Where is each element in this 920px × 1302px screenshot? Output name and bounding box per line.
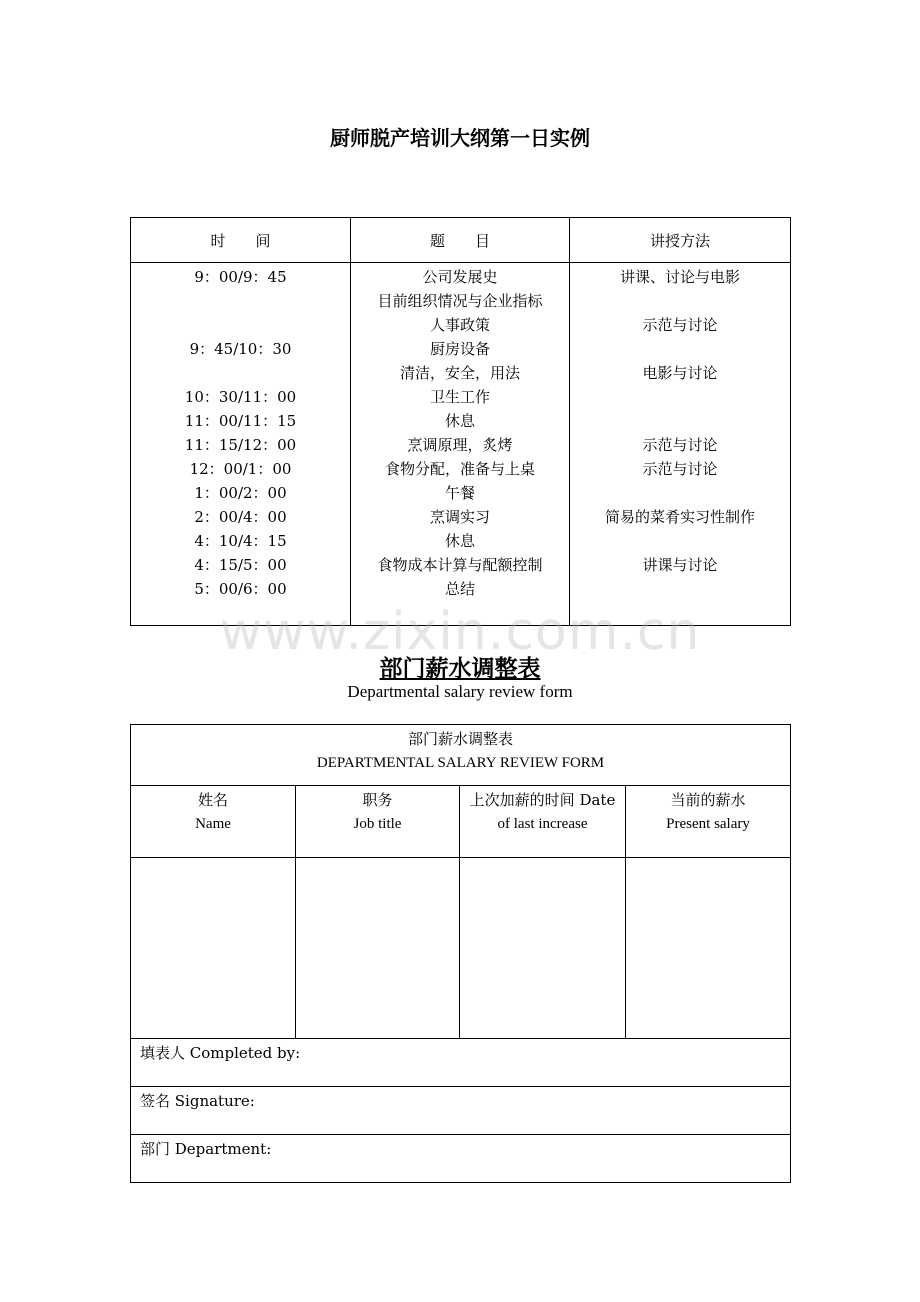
time-cell: 4：10/4：15 xyxy=(194,532,287,550)
column-header-cn: 姓名 xyxy=(197,791,228,809)
time-cell xyxy=(131,313,350,337)
training-body-row xyxy=(131,263,791,626)
time-cell: 9：00/9：45 xyxy=(194,268,287,286)
topic-cell: 食物分配，准备与上桌 xyxy=(384,460,535,478)
topic-cell: 休息 xyxy=(444,532,475,550)
column-header-en: of last increase xyxy=(497,816,588,832)
time-cell: 12：00/1：00 xyxy=(189,460,292,478)
completed-by-row xyxy=(131,1039,791,1087)
time-column xyxy=(131,263,351,626)
topic-cell: 总结 xyxy=(444,580,475,598)
column-header-row xyxy=(131,786,791,858)
department-field[interactable] xyxy=(131,1135,791,1183)
salary-subtitle: Departmental salary review form xyxy=(347,682,573,701)
salary-review-form xyxy=(130,724,791,1183)
form-title-row xyxy=(131,725,791,786)
name-entry-field[interactable] xyxy=(131,858,296,1039)
topic-cell: 卫生工作 xyxy=(429,388,490,406)
topic-cell: 人事政策 xyxy=(429,316,490,334)
method-cell xyxy=(570,337,790,361)
method-cell xyxy=(570,529,790,553)
topic-cell: 目前组织情况与企业指标 xyxy=(377,292,543,310)
column-header-cn: 职务 xyxy=(362,791,393,809)
method-cell: 电影与讨论 xyxy=(642,364,718,382)
salary-title: 部门薪水调整表 xyxy=(379,656,541,682)
column-header-name xyxy=(131,786,296,858)
time-cell: 4：15/5：00 xyxy=(194,556,287,574)
method-cell: 示范与讨论 xyxy=(642,460,718,478)
training-schedule-table xyxy=(130,217,791,626)
header-method: 讲授方法 xyxy=(570,218,791,263)
completed-by-field[interactable] xyxy=(131,1039,791,1087)
column-header-cn: 当前的薪水 xyxy=(670,791,746,809)
time-cell: 11：00/11：15 xyxy=(184,412,297,430)
job-title-entry-field[interactable] xyxy=(296,858,460,1039)
time-cell: 9：45/10：30 xyxy=(189,340,292,358)
method-cell xyxy=(570,289,790,313)
topic-cell: 公司发展史 xyxy=(422,268,498,286)
department-label: 部门 Department: xyxy=(140,1140,272,1158)
method-cell xyxy=(570,577,790,601)
time-cell: 10：30/11：00 xyxy=(184,388,297,406)
form-title-en: DEPARTMENTAL SALARY REVIEW FORM xyxy=(316,755,605,771)
method-cell: 示范与讨论 xyxy=(642,316,718,334)
training-title: 厨师脱产培训大纲第一日实例 xyxy=(330,126,590,150)
last-increase-entry-field[interactable] xyxy=(460,858,626,1039)
topic-cell: 烹调实习 xyxy=(429,508,490,526)
method-column xyxy=(570,263,791,626)
header-time: 时 间 xyxy=(131,218,351,263)
topic-cell: 烹调原理，炙烤 xyxy=(407,436,513,454)
method-cell xyxy=(570,481,790,505)
method-cell xyxy=(570,385,790,409)
column-header-en: Job title xyxy=(353,816,402,832)
column-header-job-title xyxy=(296,786,460,858)
entry-row xyxy=(131,858,791,1039)
form-title-cell xyxy=(131,725,791,786)
signature-field[interactable] xyxy=(131,1087,791,1135)
department-row xyxy=(131,1135,791,1183)
time-cell: 2：00/4：00 xyxy=(194,508,287,526)
column-header-en: Name xyxy=(195,816,231,832)
method-cell: 讲课与讨论 xyxy=(642,556,718,574)
form-title-cn: 部门薪水调整表 xyxy=(408,730,514,748)
topic-cell: 厨房设备 xyxy=(429,340,490,358)
column-header-last-increase xyxy=(460,786,626,858)
time-cell xyxy=(131,361,350,385)
column-header-present-salary xyxy=(626,786,791,858)
topic-cell: 休息 xyxy=(444,412,475,430)
method-cell: 讲课、讨论与电影 xyxy=(619,268,740,286)
signature-row xyxy=(131,1087,791,1135)
header-topic: 题 目 xyxy=(351,218,570,263)
time-cell: 11：15/12：00 xyxy=(184,436,297,454)
topic-column xyxy=(351,263,570,626)
method-cell: 简易的菜肴实习性制作 xyxy=(604,508,755,526)
time-cell: 1：00/2：00 xyxy=(194,484,287,502)
training-header-row xyxy=(131,218,791,263)
present-salary-entry-field[interactable] xyxy=(626,858,791,1039)
column-header-cn: 上次加薪的时间 Date xyxy=(469,791,616,809)
topic-cell: 午餐 xyxy=(444,484,475,502)
completed-by-label: 填表人 Completed by: xyxy=(140,1044,301,1062)
signature-label: 签名 Signature: xyxy=(140,1092,255,1110)
time-cell: 5：00/6：00 xyxy=(194,580,287,598)
time-cell xyxy=(131,289,350,313)
topic-cell: 食物成本计算与配额控制 xyxy=(377,556,543,574)
method-cell xyxy=(570,409,790,433)
method-cell: 示范与讨论 xyxy=(642,436,718,454)
watermark: www.zixin.com.cn xyxy=(219,602,701,662)
column-header-en: Present salary xyxy=(666,816,750,832)
topic-cell: 清洁，安全，用法 xyxy=(399,364,520,382)
